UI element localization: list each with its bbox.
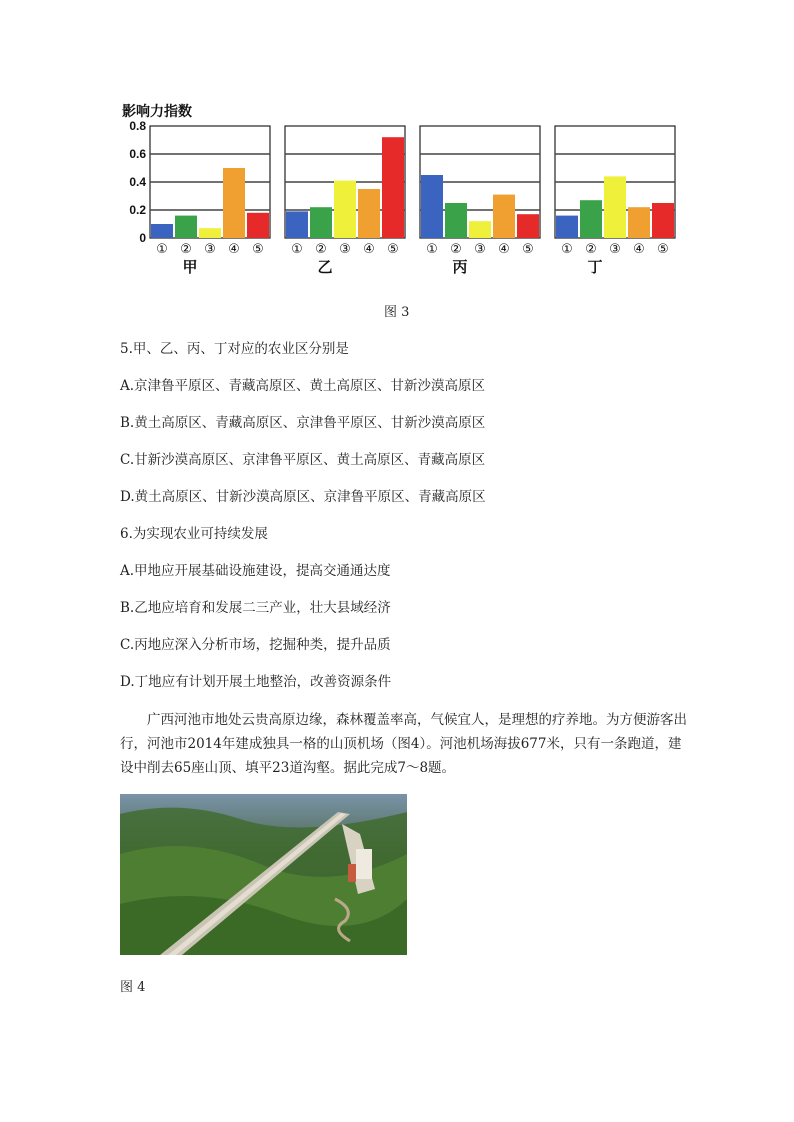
bar (628, 207, 650, 238)
x-tick-label: ① (291, 242, 303, 257)
x-tick-label: ③ (609, 242, 621, 257)
question-5-stem: 5.甲、乙、丙、丁对应的农业区分别是 (120, 341, 349, 357)
question-5-option-b[interactable]: B.黄土高原区、青藏高原区、京津鲁平原区、甘新沙漠高原区 (120, 415, 486, 431)
bar (247, 213, 269, 238)
x-tick-label: ⑤ (522, 242, 534, 257)
bar (310, 207, 332, 238)
question-6-option-a[interactable]: A.甲地应开展基础设施建设，提高交通通达度 (120, 563, 391, 579)
y-tick-label: 0.6 (129, 147, 146, 161)
y-tick-label: 0.4 (129, 175, 146, 189)
y-axis-label: 影响力指数 (122, 103, 192, 119)
bar (580, 200, 602, 238)
bar (493, 195, 515, 238)
bar (469, 221, 491, 238)
x-tick-label: ② (315, 242, 327, 257)
x-tick-label: ② (585, 242, 597, 257)
y-ticks (129, 119, 146, 245)
y-tick-label: 0.2 (129, 203, 146, 217)
x-tick-label: ④ (498, 242, 510, 257)
bar (286, 211, 308, 238)
bar (199, 228, 221, 238)
panel-name: 丁 (587, 258, 603, 276)
x-tick-label: ⑤ (252, 242, 264, 257)
bar (517, 214, 539, 238)
x-tick-label: ⑤ (657, 242, 669, 257)
x-tick-label: ⑤ (387, 242, 399, 257)
x-tick-label: ② (180, 242, 192, 257)
y-tick-label: 0.8 (129, 119, 146, 133)
x-tick-label: ③ (204, 242, 216, 257)
panel-name: 丙 (452, 258, 468, 276)
x-tick-label: ① (426, 242, 438, 257)
bar (421, 175, 443, 238)
chart-panel (285, 126, 405, 276)
chart-panel (420, 126, 540, 276)
figure3-caption: 图 3 (384, 305, 410, 320)
panel-name: 甲 (182, 258, 198, 276)
reading-passage: 广西河池市地处云贵高原边缘，森林覆盖率高，气候宜人，是理想的疗养地。为方便游客出行，河池市2014年建成独具一格的山顶机场（图4）。河池机场海拔677米，只有一条跑道，建设中削去65座山顶、填平23道沟壑。据此完成7～8题。 (120, 712, 687, 776)
x-tick-label: ③ (339, 242, 351, 257)
figure3-chart (110, 98, 680, 278)
airport-photo (120, 794, 407, 955)
x-tick-label: ④ (363, 242, 375, 257)
question-6-option-c[interactable]: C.丙地应深入分析市场，挖掘种类，提升品质 (120, 637, 391, 653)
bar (445, 203, 467, 238)
x-tick-label: ④ (228, 242, 240, 257)
x-tick-label: ④ (633, 242, 645, 257)
question-5-option-a[interactable]: A.京津鲁平原区、青藏高原区、黄土高原区、甘新沙漠高原区 (120, 378, 486, 394)
chart-panel (150, 126, 270, 276)
x-tick-label: ① (561, 242, 573, 257)
bar (604, 176, 626, 238)
question-6-option-d[interactable]: D.丁地应有计划开展土地整治，改善资源条件 (120, 674, 392, 690)
x-tick-label: ③ (474, 242, 486, 257)
question-5-option-d[interactable]: D.黄土高原区、甘新沙漠高原区、京津鲁平原区、青藏高原区 (120, 489, 486, 505)
bar (556, 216, 578, 238)
question-5-option-c[interactable]: C.甘新沙漠高原区、京津鲁平原区、黄土高原区、青藏高原区 (120, 452, 486, 468)
bar (358, 189, 380, 238)
chart-panel (555, 126, 675, 276)
x-tick-label: ② (450, 242, 462, 257)
bar (223, 168, 245, 238)
x-tick-label: ① (156, 242, 168, 257)
chart-panels (150, 126, 675, 276)
bar (175, 216, 197, 238)
bar (151, 224, 173, 238)
panel-name: 乙 (317, 258, 333, 276)
figure4-caption: 图 4 (120, 980, 146, 995)
bar (382, 137, 404, 238)
bar (652, 203, 674, 238)
question-6-stem: 6.为实现农业可持续发展 (120, 526, 268, 542)
y-tick-label: 0 (139, 231, 146, 245)
bar (334, 181, 356, 238)
question-6-option-b[interactable]: B.乙地应培育和发展二三产业，壮大县域经济 (120, 600, 391, 616)
